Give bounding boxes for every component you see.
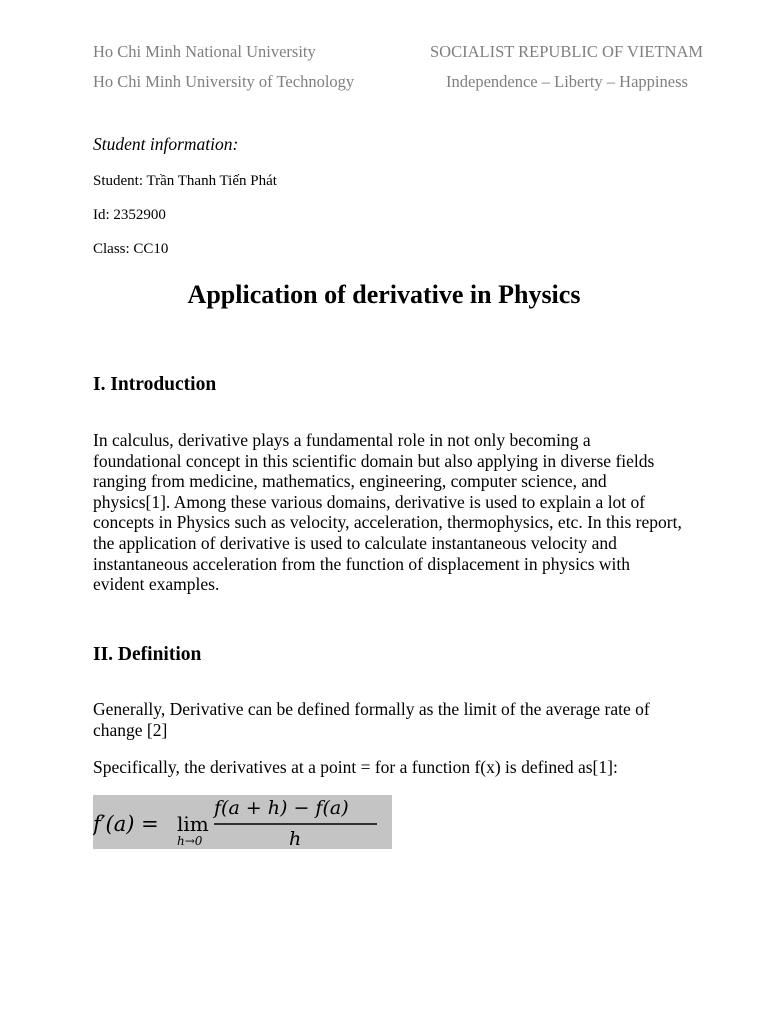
document-title: Application of derivative in Physics: [187, 280, 581, 309]
introduction-paragraph: In calculus, derivative plays a fundamental role in not only becoming a foundational concept in this scientific domain but also applying in diverse fields ranging from medicine, mathematics, engineering, computer science, and physics[1]. Among these various domains, derivative is used to explain a lot of concepts in Physics such as velocity, acceleration, thermophysics, etc. In this report, the application of derivative is used to calculate instantaneous velocity and instantaneous acceleration from the function of displacement in physics with evident examples.: [93, 430, 682, 595]
formula-lim-subscript: h→0: [177, 834, 203, 848]
introduction-heading: I. Introduction: [93, 374, 217, 395]
student-info-label: Student information:: [93, 134, 239, 154]
definition-heading: II. Definition: [93, 644, 202, 665]
document-header: [93, 42, 713, 102]
formula-numerator: f(a + h) − f(a): [214, 797, 349, 819]
student-id: Id: 2352900: [93, 207, 166, 223]
definition-paragraph-1: Generally, Derivative can be defined formally as the limit of the average rate of change [2]: [93, 699, 650, 740]
university-name: Ho Chi Minh National University: [93, 42, 316, 61]
faculty-name: Ho Chi Minh University of Technology: [93, 72, 355, 91]
definition-paragraph-2: Specifically, the derivatives at a point = for a function f(x) is defined as[1]:: [93, 757, 618, 777]
formula-lim: lim: [177, 812, 209, 836]
student-name: Student: Trần Thanh Tiến Phát: [93, 173, 277, 189]
formula-lhs: f′(a) =: [93, 812, 159, 836]
national-motto: Independence – Liberty – Happiness: [446, 72, 688, 91]
derivative-formula: [93, 795, 392, 849]
student-class: Class: CC10: [93, 241, 169, 257]
country-name: SOCIALIST REPUBLIC OF VIETNAM: [430, 42, 704, 61]
formula-denominator: h: [289, 828, 302, 849]
